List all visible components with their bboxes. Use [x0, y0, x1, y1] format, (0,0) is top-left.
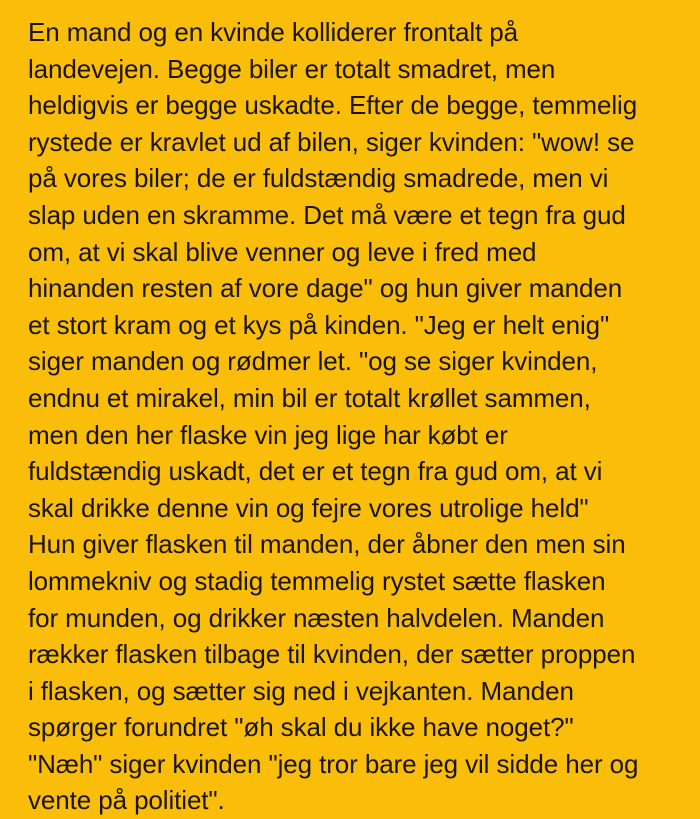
story-line: men den her flaske vin jeg lige har købt er [28, 419, 508, 450]
story-line: slap uden en skramme. Det må være et tegn fra gud [28, 199, 626, 230]
story-line: skal drikke denne vin og fejre vores utrolige held" [28, 492, 589, 523]
story-line: landevejen. Begge biler er totalt smadret, men [28, 53, 556, 84]
story-line: på vores biler; de er fuldstændig smadrede, men vi [28, 163, 609, 194]
story-line: lommekniv og stadig temmelig rystet sætte flasken [28, 565, 606, 596]
story-line: rækker flasken tilbage til kvinden, der sætter proppen [28, 639, 636, 670]
story-line: hinanden resten af vore dage" og hun giver manden [28, 273, 623, 304]
story-line: om, at vi skal blive venner og leve i fred med [28, 236, 537, 267]
story-text [28, 14, 638, 819]
story-line: et stort kram og et kys på kinden. "Jeg er helt enig" [28, 309, 610, 340]
story-line: rystede er kravlet ud af bilen, siger kvinden: "wow! se [28, 126, 635, 157]
story-line: for munden, og drikker næsten halvdelen. Manden [28, 602, 605, 633]
story-line: En mand og en kvinde kolliderer frontalt på [28, 17, 518, 47]
story-line: endnu et mirakel, min bil er totalt krøllet sammen, [28, 382, 591, 413]
story-line: spørger forundret "øh skal du ikke have noget?" [28, 712, 574, 743]
story-line: vente på politiet". [28, 785, 225, 816]
story-line: Hun giver flasken til manden, der åbner den men sin [28, 529, 626, 560]
story-line: siger manden og rødmer let. "og se siger kvinden, [28, 346, 598, 377]
story-line: heldigvis er begge uskadte. Efter de begge, temmelig [28, 90, 638, 121]
story-line: "Næh" siger kvinden "jeg tror bare jeg vil sidde her og [28, 748, 639, 779]
story-line: i flasken, og sætter sig ned i vejkanten. Manden [28, 675, 574, 706]
story-line: fuldstændig uskadt, det er et tegn fra gud om, at vi [28, 456, 603, 487]
